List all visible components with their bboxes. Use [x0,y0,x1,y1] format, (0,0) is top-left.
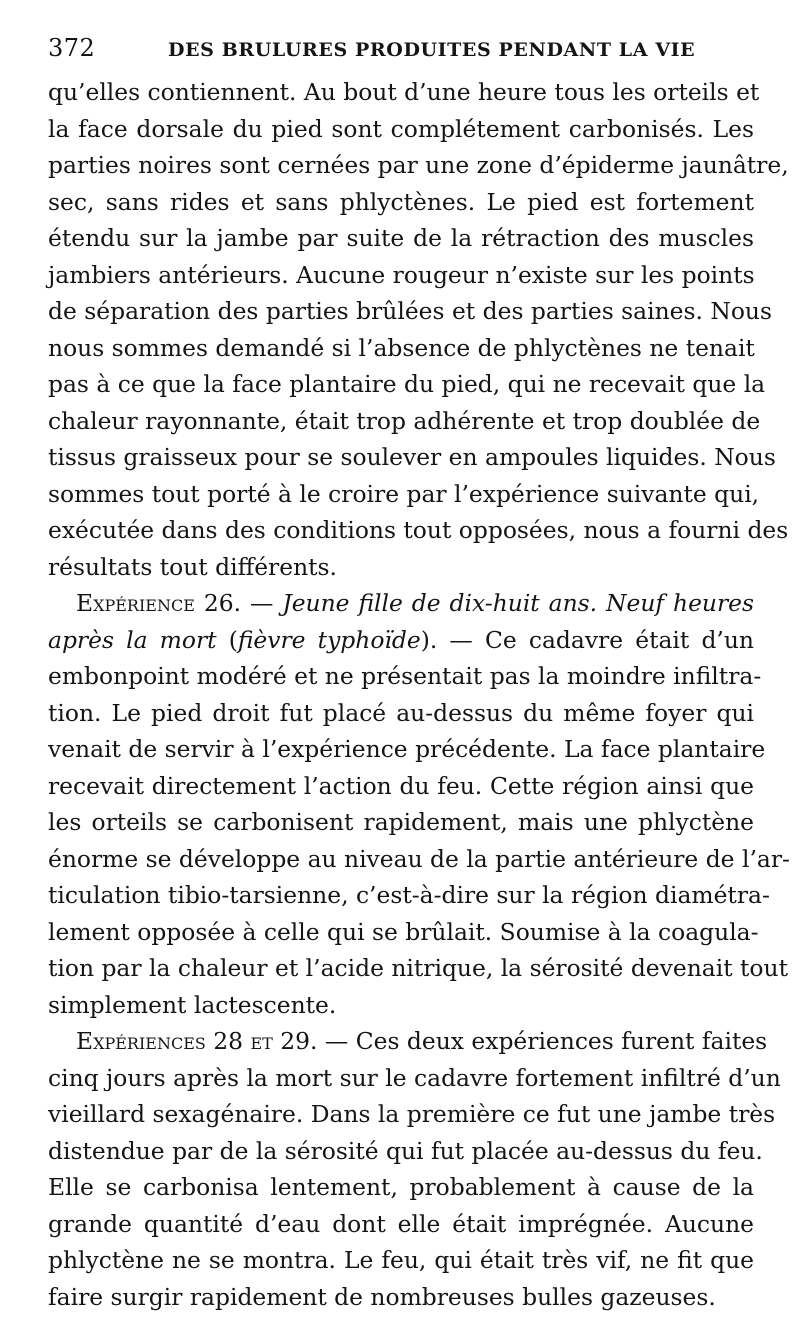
page-number: 372 [48,34,96,62]
experience-heading-line [48,585,754,622]
text-line: vieillard sexagénaire. Dans la première ce fut une jambe très [48,1100,776,1128]
text-line: faire surgir rapidement de nombreuses bulles gazeuses. [48,1282,716,1311]
paragraph-experience-26 [48,585,790,1023]
text-line: venait de servir à l’expérience précédente. La face plantaire [48,735,766,763]
text-line: simplement lactescente. [48,990,337,1019]
text-line: résultats tout différents. [48,552,337,581]
text-line [48,622,754,659]
text-line: énorme se développe au niveau de la partie antérieure de l’ar- [48,844,790,873]
paragraph-experiences-28-29 [48,1023,781,1315]
italic-text: fièvre typhoïde [237,625,421,654]
text-line: phlyctène ne se montra. Le feu, qui était très vif, ne fit que [48,1246,754,1274]
text-line: sec, sans rides et sans phlyctènes. Le pied est fortement [48,187,754,216]
text-line: tissus graisseux pour se soulever en ampoules liquides. Nous [48,443,776,471]
text-line: nous sommes demandé si l’absence de phlyctènes ne tenait [48,333,755,362]
italic-text: Jeune fille de dix-huit ans. Neuf heures [282,589,755,617]
experience-heading-line [48,1023,768,1060]
experience-label: Expériences 28 et 29. [76,1027,318,1055]
text-line: ticulation tibio-tarsienne, c’est-à-dire sur la région diamétra- [48,881,770,909]
experience-label: Expérience 26. [76,589,242,617]
text-line: les orteils se carbonisent rapidement, mais une phlyctène [48,808,754,836]
text-line: sommes tout porté à le croire par l’expérience suivante qui, [48,479,760,508]
text-line: jambiers antérieurs. Aucune rougeur n’existe sur les points [48,260,755,289]
text-line: distendue par de la sérosité qui fut placée au-dessus du feu. [48,1136,763,1165]
text-line: tion par la chaleur et l’acide nitrique, la sérosité devenait tout [48,954,788,982]
text-line: exécutée dans des conditions tout opposées, nous a fourni des [48,516,789,544]
text-line: Elle se carbonisa lentement, probablement à cause de la [48,1173,754,1201]
text-line: qu’elles contiennent. Au bout d’une heure tous les orteils et [48,78,760,106]
text-line: chaleur rayonnante, était trop adhérente et trop doublée de [48,406,761,435]
text-span: — Ces deux expériences furent faites [317,1027,768,1055]
text-line: tion. Le pied droit fut placé au-dessus du même foyer qui [48,698,754,727]
page-header [48,34,754,74]
running-title: DES BRULURES PRODUITES PENDANT LA VIE [168,39,696,61]
text-line: cinq jours après la mort sur le cadavre fortement infiltré d’un [48,1063,781,1092]
text-line: la face dorsale du pied sont complétement carbonisés. Les [48,114,754,143]
text-line: pas à ce que la face plantaire du pied, qui ne recevait que la [48,370,766,398]
text-line: parties noires sont cernées par une zone d’épiderme jaunâtre, [48,151,789,179]
text-line: recevait directement l’action du feu. Cette région ainsi que [48,771,754,800]
text-line: de séparation des parties brûlées et des parties saines. Nous [48,297,772,325]
page-body [48,74,790,1315]
text-line: étendu sur la jambe par suite de la rétraction des muscles [48,224,754,252]
paragraph-1 [48,74,789,585]
text-line: grande quantité d’eau dont elle était imprégnée. Aucune [48,1209,754,1238]
text-line: lement opposée à celle qui se brûlait. Soumise à la coagula- [48,917,759,946]
text-line: embonpoint modéré et ne présentait pas la moindre infiltra- [48,662,762,690]
text-span: ). — Ce cadavre était d’un [420,625,754,654]
text-span: ( [216,625,238,654]
dash: — [241,589,283,617]
italic-text: après la mort [48,625,217,654]
